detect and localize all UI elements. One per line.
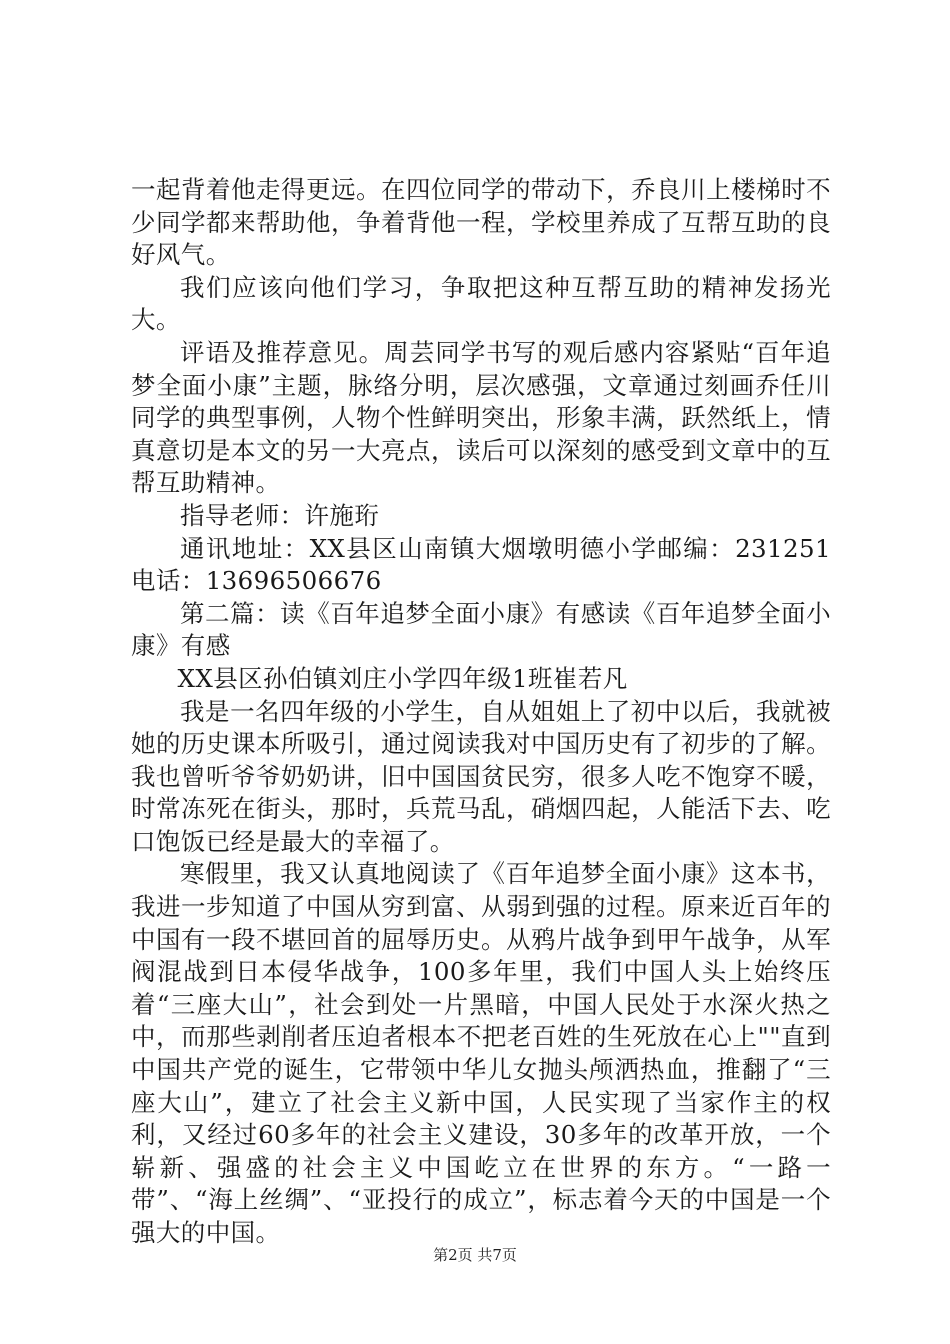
page-number-footer: 第2页 共7页 — [433, 1246, 517, 1264]
paragraph-comment: 评语及推荐意见。周芸同学书写的观后感内容紧贴“百年追梦全面小康”主题，脉络分明，层次感强，文章通过刻画乔任川同学的典型事例，人物个性鲜明突出，形象丰满，跃然纸上，情真意切是本文的另一大亮点，读后可以深刻的感受到文章中的互帮互助精神。 — [131, 337, 831, 498]
paragraph-author: XX县区孙伯镇刘庄小学四年级1班崔若凡 — [177, 663, 628, 693]
paragraph-address: 通讯地址：XX县区山南镇大烟墩明德小学邮编：231251电话：13696506676 — [131, 533, 831, 596]
paragraph-second-article-title: 第二篇：读《百年追梦全面小康》有感读《百年追梦全面小康》有感 — [131, 598, 831, 661]
paragraph-learn-from-them: 我们应该向他们学习，争取把这种互帮互助的精神发扬光大。 — [131, 272, 831, 335]
paragraph-continuation: 一起背着他走得更远。在四位同学的带动下，乔良川上楼梯时不少同学都来帮助他，争着背他一程，学校里养成了互帮互助的良好风气。 — [131, 175, 831, 270]
paragraph-intro: 我是一名四年级的小学生，自从姐姐上了初中以后，我就被她的历史课本所吸引，通过阅读我对中国历史有了初步的了解。我也曾听爷爷奶奶讲，旧中国国贫民穷，很多人吃不饱穿不暖，时常冻死在街头，那时，兵荒马乱，硝烟四起，人能活下去、吃口饱饭已经是最大的幸福了。 — [131, 696, 831, 856]
document-body — [131, 174, 831, 1250]
paragraph-winter-reading: 寒假里，我又认真地阅读了《百年追梦全面小康》这本书，我进一步知道了中国从穷到富、从弱到强的过程。原来近百年的中国有一段不堪回首的屈辱历史。从鸦片战争到甲午战争，从军阀混战到日本侵华战争，100多年里，我们中国人头上始终压着“三座大山”，社会到处一片黑暗，中国人民处于水深火热之中，而那些剥削者压迫者根本不把老百姓的生死放在心上""直到中国共产党的诞生，它带领中华儿女抛头颅洒热血，推翻了“三座大山”，建立了社会主义新中国，人民实现了当家作主的权利，又经过60多年的社会主义建设，30多年的改革开放，一个崭新、强盛的社会主义中国屹立在世界的东方。“一路一带”、“海上丝绸”、“亚投行的成立”，标志着今天的中国是一个强大的中国。 — [131, 859, 831, 1247]
paragraph-instructor: 指导老师：许施珩 — [180, 500, 380, 530]
